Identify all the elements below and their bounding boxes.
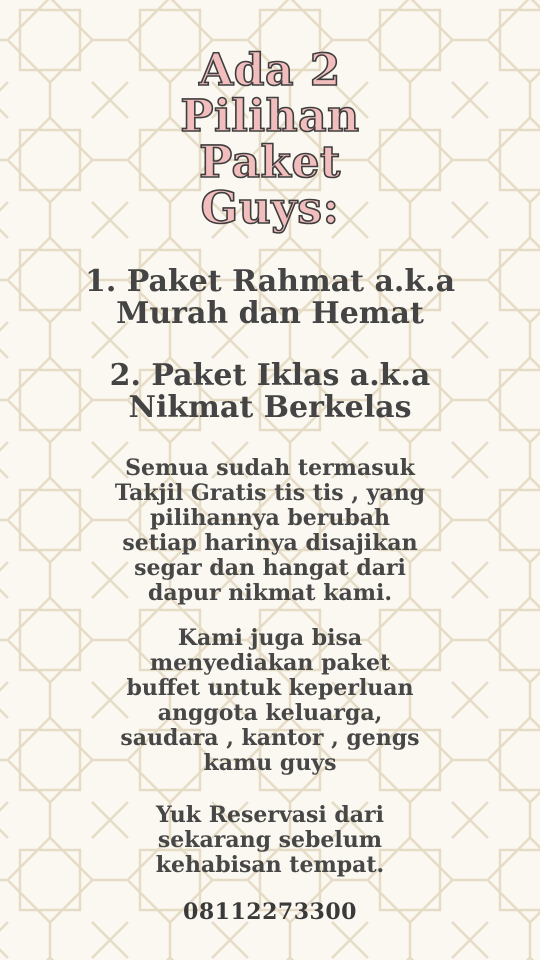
title-line: Paket xyxy=(199,137,341,188)
option-line: 1. Paket Rahmat a.k.a xyxy=(84,264,456,299)
title-line: Guys: xyxy=(200,183,340,234)
option-line: 2. Paket Iklas a.k.a xyxy=(109,358,431,393)
package-option-1 xyxy=(0,266,540,330)
poster-title xyxy=(0,45,540,234)
option-line: Murah dan Hemat xyxy=(116,296,424,331)
paragraph-line: dapur nikmat kami. xyxy=(147,580,392,606)
package-option-2 xyxy=(0,360,540,424)
paragraph-line: anggota keluarga, xyxy=(157,700,383,726)
paragraph-line: kehabisan tempat. xyxy=(155,852,385,878)
paragraph-line: menyediakan paket xyxy=(149,650,391,676)
paragraph-buffet xyxy=(40,626,500,776)
title-line: Ada 2 xyxy=(199,45,341,96)
paragraph-line: Kami juga bisa xyxy=(177,625,363,651)
paragraph-line: kamu guys xyxy=(203,750,337,776)
paragraph-line: Takjil Gratis tis tis , yang xyxy=(114,480,426,506)
title-line: Pilihan xyxy=(180,91,360,142)
paragraph-line: setiap harinya disajikan xyxy=(122,530,418,556)
option-line: Nikmat Berkelas xyxy=(128,390,412,425)
paragraph-line: sekarang sebelum xyxy=(157,827,383,853)
paragraph-line: Semua sudah termasuk xyxy=(125,455,415,481)
paragraph-line: buffet untuk keperluan xyxy=(126,675,414,701)
paragraph-line: pilihannya berubah xyxy=(150,505,390,531)
paragraph-reservation xyxy=(40,803,500,878)
paragraph-line: Yuk Reservasi dari xyxy=(156,802,384,828)
paragraph-line: saudara , kantor , gengs xyxy=(120,725,420,751)
phone-number: 08112273300 xyxy=(183,899,357,925)
paragraph-takjil xyxy=(40,456,500,606)
paragraph-line: segar dan hangat dari xyxy=(134,555,406,581)
